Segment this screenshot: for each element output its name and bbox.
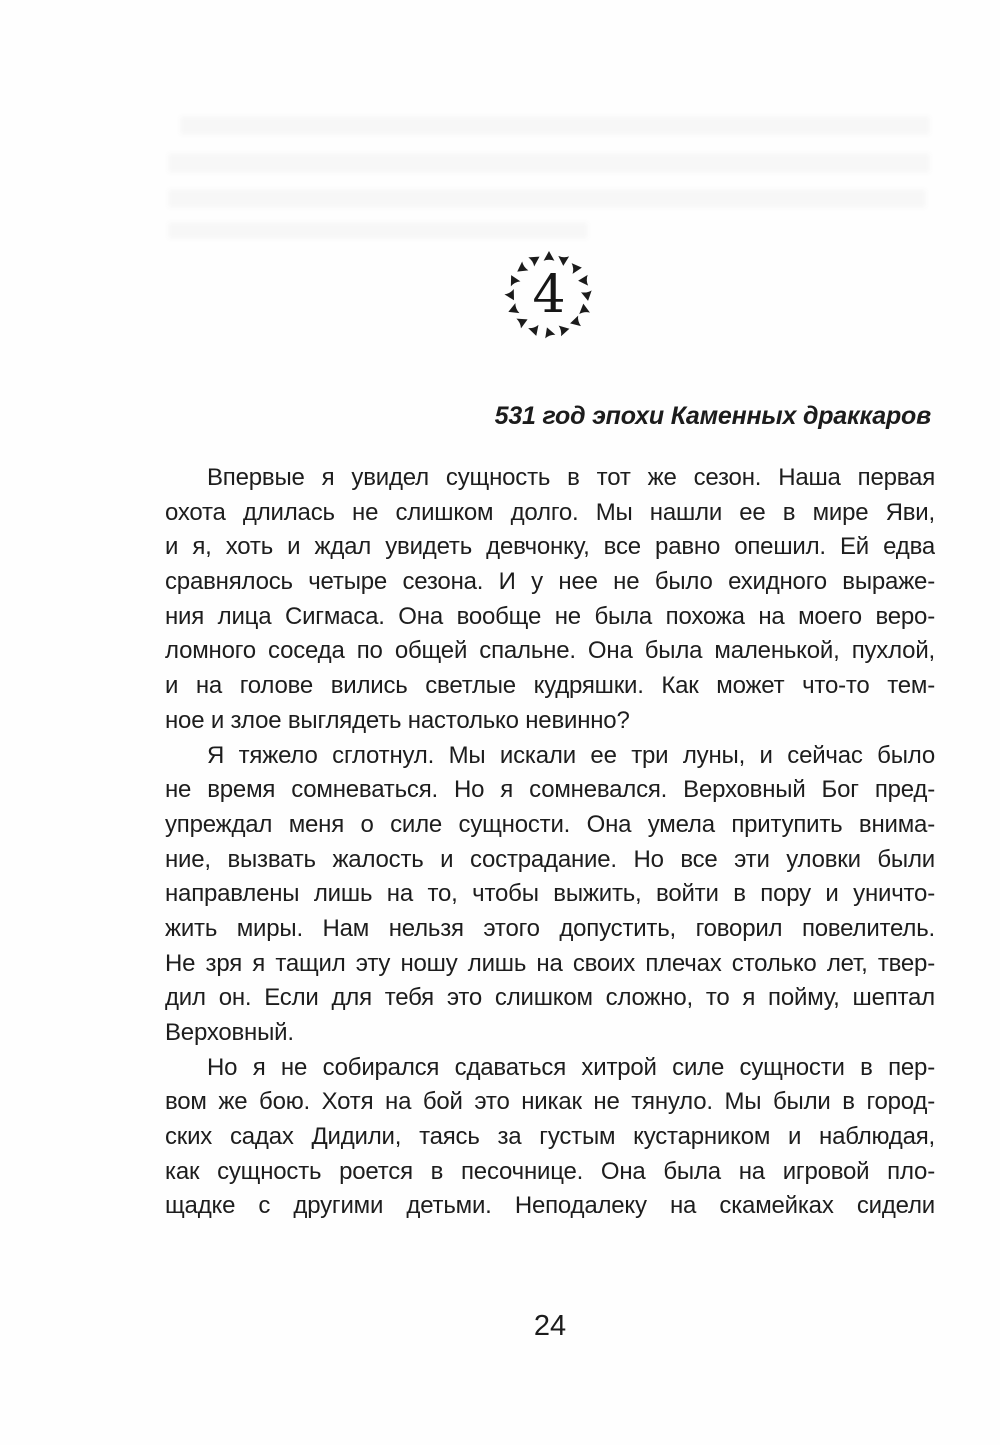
body-line: не время сомневаться. Но я сомневался. Верховный Бог пред- (165, 776, 935, 804)
body-line: Но я не собирался сдаваться хитрой силе сущности в пер- (207, 1053, 935, 1081)
body-line: направлены лишь на то, чтобы выжить, войти в пору и уничто- (165, 880, 935, 908)
bleed-through-line (168, 189, 926, 208)
body-line: ния лица Сигмаса. Она вообще не была похожа на моего веро- (165, 602, 935, 630)
body-line: вом же бою. Хотя на бой это никак не тянуло. Мы были в город- (165, 1088, 935, 1116)
chapter-number: 4 (532, 265, 566, 325)
body-line: и на голове вились светлые кудряшки. Как может что-то тем- (165, 672, 935, 700)
body-line: сравнялось четыре сезона. И у нее не было ехидного выраже- (165, 568, 935, 596)
body-line: ломного соседа по общей спальне. Она была маленькой, пухлой, (165, 637, 935, 665)
body-line: ние, вызвать жалость и сострадание. Но все эти уловки были (165, 845, 935, 873)
body-line: упреждал меня о силе сущности. Она умела притупить внима- (165, 810, 935, 838)
body-line: Я тяжело сглотнул. Мы искали ее три луны, и сейчас было (207, 741, 935, 769)
body-line: Впервые я увидел сущность в тот же сезон. Наша первая (207, 464, 935, 491)
body-text (165, 461, 935, 1224)
body-line: охота длилась не слишком долго. Мы нашли ее в мире Яви, (165, 498, 935, 526)
body-line: и я, хоть и ждал увидеть девчонку, все равно опешил. Ей едва (165, 533, 935, 561)
bleed-through-line (168, 153, 930, 173)
bleed-through-line (168, 222, 588, 239)
body-line: щадке с другими детьми. Неподалеку на скамейках сидели (165, 1192, 935, 1220)
body-line: жить миры. Нам нельзя этого допустить, говорил повелитель. (165, 914, 935, 942)
chapter-subtitle: 531 год эпохи Каменных драккаров (494, 402, 931, 430)
body-line: Не зря я тащил эту ношу лишь на своих плечах столько лет, твер- (165, 949, 935, 977)
body-line: Верховный. (165, 1019, 294, 1046)
page-number: 24 (533, 1310, 567, 1342)
body-line: ное и злое выглядеть настолько невинно? (165, 706, 630, 734)
body-line: как сущность роется в песочнице. Она была на игровой пло- (165, 1157, 935, 1185)
body-line: ских садах Дидили, таясь за густым кустарником и наблюдая, (165, 1123, 935, 1151)
body-line: дил он. Если для тебя это слишком сложно, то я пойму, шептал (165, 984, 935, 1012)
bleed-through-line (180, 116, 930, 135)
